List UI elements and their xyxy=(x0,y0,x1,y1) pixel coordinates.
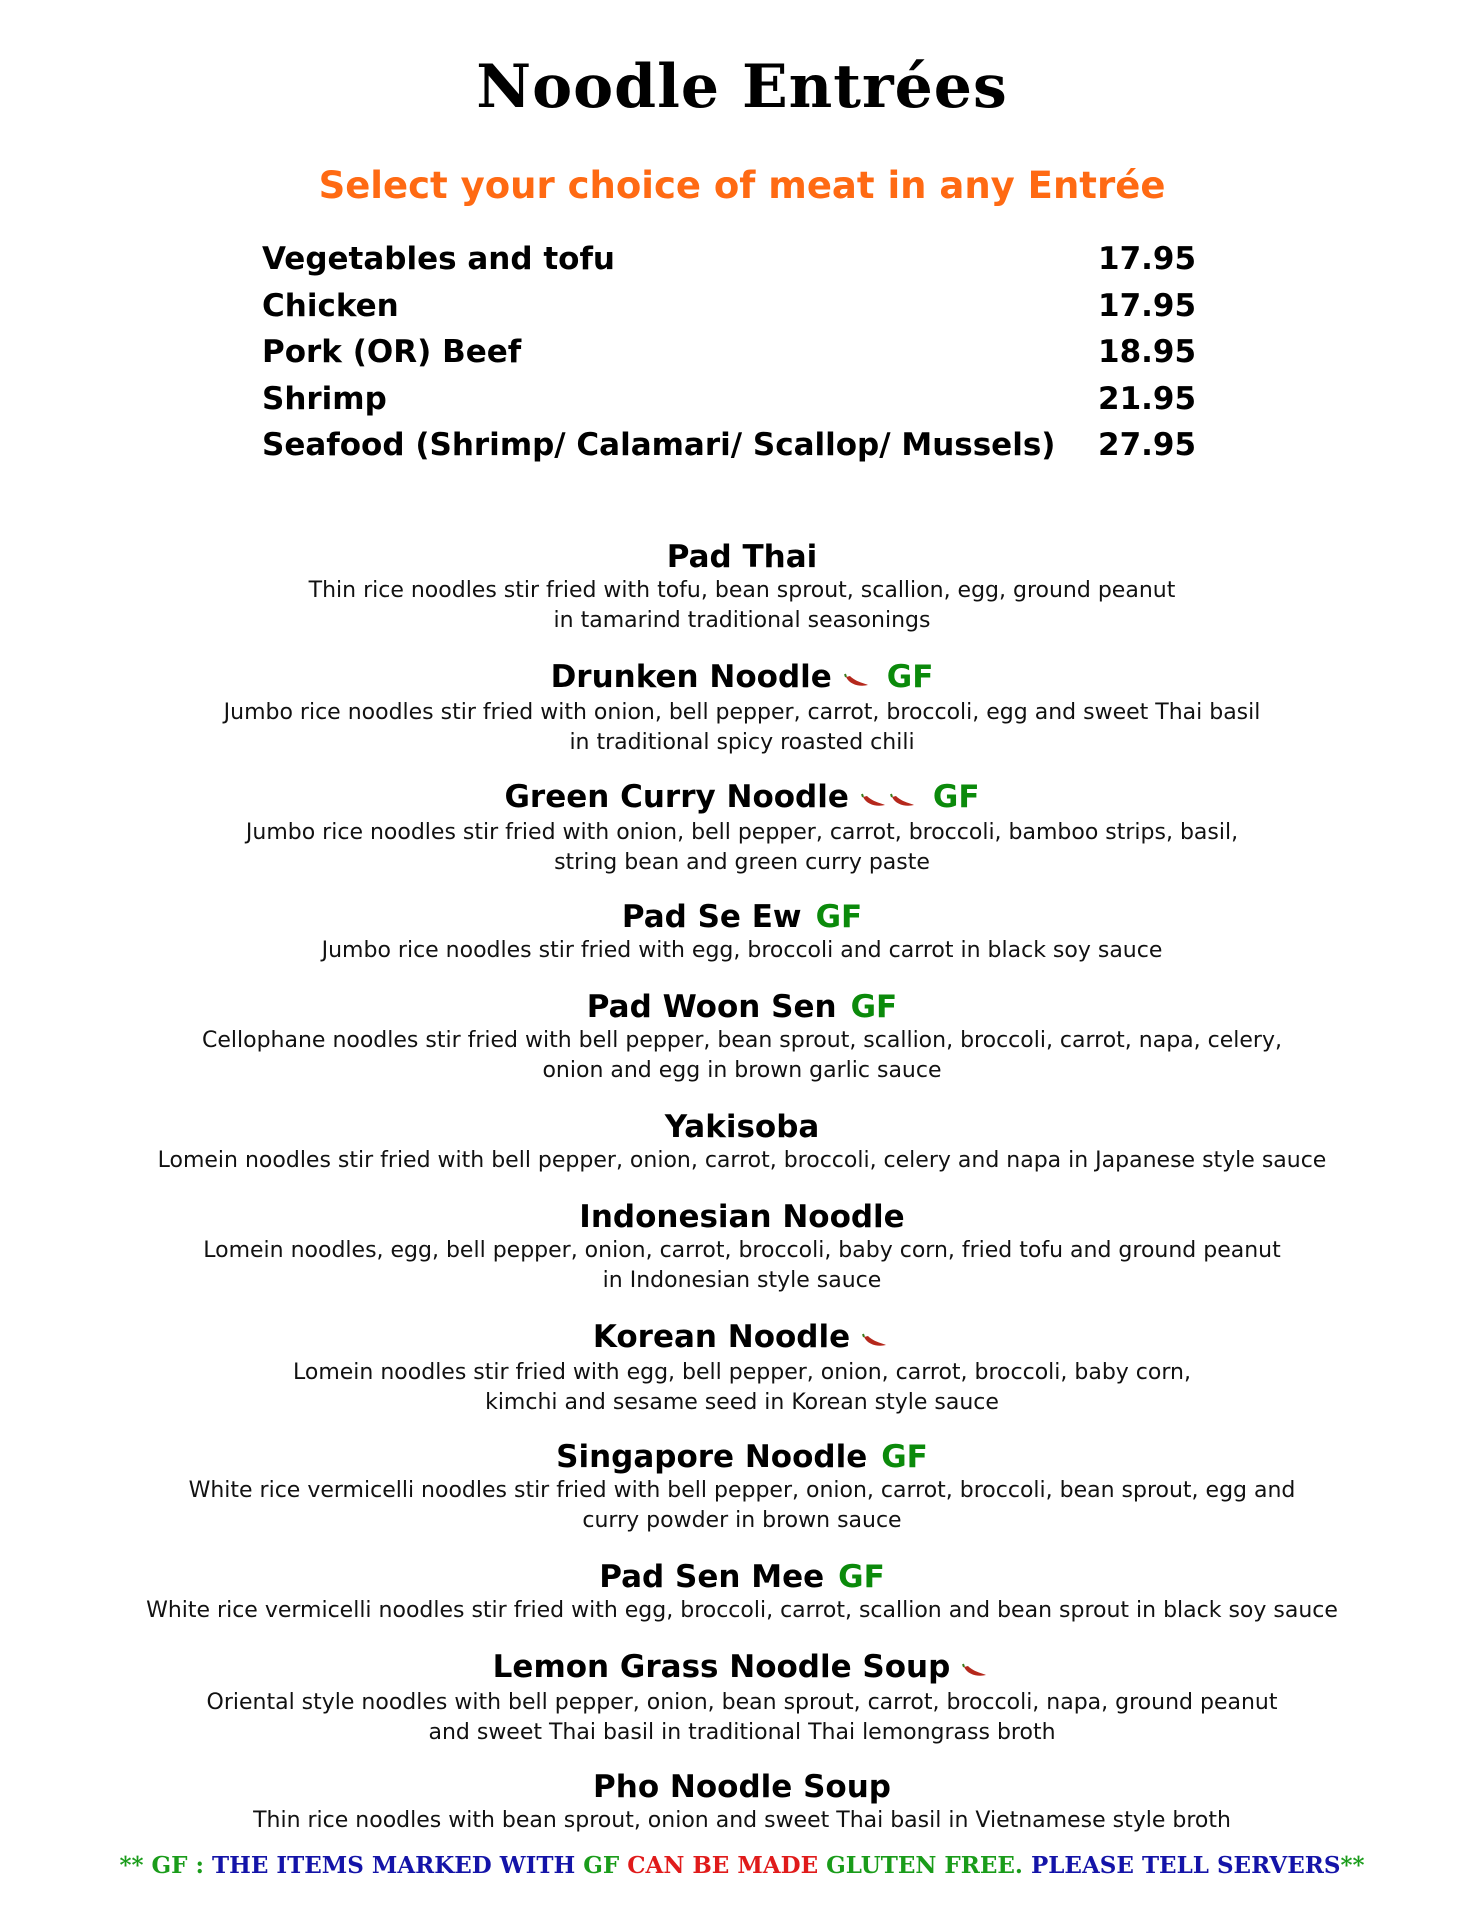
footer-part: THE ITEMS MARKED WITH xyxy=(212,1852,584,1879)
dish-description xyxy=(0,1596,1484,1626)
description-line: curry powder in brown sauce xyxy=(582,1508,902,1533)
page-title: Noodle Entrées xyxy=(476,52,1008,122)
description-line: Jumbo rice noodles stir fried with egg, broccoli and carrot in black soy sauce xyxy=(321,938,1163,963)
description-line: in tamarind traditional seasonings xyxy=(553,608,931,633)
footer-part: PLEASE TELL SERVERS xyxy=(1030,1852,1341,1879)
dish-description xyxy=(0,1358,1484,1418)
dish-description xyxy=(0,1146,1484,1176)
gf-badge: GF xyxy=(886,659,934,695)
description-line: in Indonesian style sauce xyxy=(602,1268,882,1293)
dish-name: Pad Se Ew xyxy=(621,899,802,935)
dish-description xyxy=(0,1806,1484,1836)
gf-badge: GF xyxy=(850,989,898,1025)
description-line: Jumbo rice noodles stir fried with onion, bell pepper, carrot, broccoli, egg and sweet Thai basil xyxy=(223,699,1261,725)
dish-item xyxy=(0,1770,1484,1836)
dish-name: Green Curry Noodle xyxy=(504,779,849,815)
dish-item xyxy=(0,1320,1484,1418)
dish-name: Pho Noodle Soup xyxy=(593,1769,891,1805)
dish-heading xyxy=(0,780,1484,816)
dish-item xyxy=(0,540,1484,636)
dish-description xyxy=(0,1026,1484,1086)
gf-badge: GF xyxy=(932,779,980,815)
dish-item xyxy=(0,1200,1484,1296)
dish-name: Lemon Grass Noodle Soup xyxy=(492,1649,951,1685)
dish-item xyxy=(0,780,1484,878)
gf-badge: GF xyxy=(815,899,863,935)
description-line: Lomein noodles stir fried with egg, bell pepper, onion, carrot, broccoli, baby corn, xyxy=(293,1359,1191,1385)
dish-item xyxy=(0,1560,1484,1626)
meat-option-label: Chicken xyxy=(262,287,399,324)
dish-description xyxy=(0,1476,1484,1536)
description-line: White rice vermicelli noodles stir fried with egg, broccoli, carrot, scallion and bean sprout in black soy sauce xyxy=(146,1598,1338,1623)
chili-pepper-icon xyxy=(861,793,887,809)
dish-heading xyxy=(0,660,1484,696)
dish-item xyxy=(0,1110,1484,1176)
dish-name: Singapore Noodle xyxy=(556,1439,868,1475)
meat-option-label: Shrimp xyxy=(262,380,387,417)
spicy-level xyxy=(844,662,873,696)
footer-part: ** xyxy=(1340,1852,1365,1879)
gf-badge: GF xyxy=(838,1559,885,1595)
meat-option-price: 17.95 xyxy=(1098,241,1197,277)
footer-part: GF xyxy=(583,1852,628,1879)
dish-description xyxy=(0,818,1484,878)
dish-name: Indonesian Noodle xyxy=(579,1199,905,1235)
meat-option-row xyxy=(262,334,1202,381)
dish-name: Yakisoba xyxy=(664,1109,820,1145)
meat-option-label: Pork (OR) Beef xyxy=(262,334,522,370)
description-line: onion and egg in brown garlic sauce xyxy=(542,1058,942,1083)
description-line: White rice vermicelli noodles stir fried with bell pepper, onion, carrot, broccoli, bean sprout, egg and xyxy=(188,1478,1296,1503)
footer-part: CAN BE MADE xyxy=(627,1852,827,1879)
description-line: Lomein noodles, egg, bell pepper, onion, carrot, broccoli, baby corn, fried tofu and ground peanut xyxy=(203,1238,1281,1263)
description-line: in traditional spicy roasted chili xyxy=(569,729,915,755)
spicy-level xyxy=(962,1652,991,1686)
description-line: Cellophane noodles stir fried with bell pepper, bean sprout, scallion, broccoli, carrot, napa, celery, xyxy=(202,1028,1282,1053)
meat-price-list xyxy=(262,241,1202,474)
dish-description xyxy=(0,1688,1484,1748)
dish-description xyxy=(0,1236,1484,1296)
description-line: Thin rice noodles with bean sprout, onion and sweet Thai basil in Vietnamese style broth xyxy=(253,1808,1231,1833)
dish-description xyxy=(0,698,1484,758)
footer-part: GLUTEN FREE. xyxy=(826,1852,1031,1879)
gluten-free-note xyxy=(0,1852,1484,1879)
meat-option-row xyxy=(262,288,1202,335)
dish-item xyxy=(0,900,1484,966)
meat-option-label: Seafood (Shrimp/ Calamari/ Scallop/ Mussels) xyxy=(262,427,1056,463)
dish-name: Pad Thai xyxy=(666,539,818,575)
description-line: Oriental style noodles with bell pepper, onion, bean sprout, carrot, broccoli, napa, ground peanut xyxy=(206,1689,1278,1715)
dish-heading xyxy=(0,1650,1484,1686)
dish-name: Pad Woon Sen xyxy=(586,989,837,1025)
page-subtitle: Select your choice of meat in any Entrée xyxy=(318,164,1166,207)
spicy-level xyxy=(862,1322,891,1356)
dish-name: Pad Sen Mee xyxy=(599,1559,825,1595)
chili-pepper-icon xyxy=(862,1333,888,1349)
dish-name: Korean Noodle xyxy=(592,1319,851,1355)
dish-heading xyxy=(0,1110,1484,1144)
dish-heading xyxy=(0,1200,1484,1234)
meat-option-price: 21.95 xyxy=(1098,380,1197,417)
meat-option-price: 27.95 xyxy=(1098,427,1197,463)
chili-pepper-icon xyxy=(890,793,916,809)
description-line: Thin rice noodles stir fried with tofu, bean sprout, scallion, egg, ground peanut xyxy=(308,578,1176,603)
dish-item xyxy=(0,990,1484,1086)
dish-item xyxy=(0,1650,1484,1748)
dish-heading xyxy=(0,1560,1484,1594)
dish-heading xyxy=(0,990,1484,1024)
dish-description xyxy=(0,576,1484,636)
meat-option-price: 17.95 xyxy=(1098,287,1197,324)
description-line: kimchi and sesame seed in Korean style sauce xyxy=(485,1389,999,1415)
dish-heading xyxy=(0,1770,1484,1804)
dish-heading xyxy=(0,540,1484,574)
meat-option-price: 18.95 xyxy=(1098,334,1197,370)
dish-description xyxy=(0,936,1484,966)
meat-option-row xyxy=(262,381,1202,428)
dish-heading xyxy=(0,900,1484,934)
dish-heading xyxy=(0,1320,1484,1356)
chili-pepper-icon xyxy=(844,673,870,689)
description-line: and sweet Thai basil in traditional Thai lemongrass broth xyxy=(428,1719,1056,1745)
description-line: Lomein noodles stir fried with bell pepper, onion, carrot, broccoli, celery and napa in Japanese style sauce xyxy=(157,1148,1327,1173)
gf-badge: GF xyxy=(881,1439,928,1475)
footer-part: ** GF : xyxy=(119,1852,212,1879)
meat-option-row xyxy=(262,427,1202,474)
chili-pepper-icon xyxy=(962,1663,988,1679)
meat-option-label: Vegetables and tofu xyxy=(262,241,616,277)
dish-heading xyxy=(0,1440,1484,1474)
dish-item xyxy=(0,1440,1484,1536)
meat-option-row xyxy=(262,241,1202,288)
dish-item xyxy=(0,660,1484,758)
dish-name: Drunken Noodle xyxy=(550,659,832,695)
description-line: Jumbo rice noodles stir fried with onion, bell pepper, carrot, broccoli, bamboo strips, basil, xyxy=(245,819,1239,845)
description-line: string bean and green curry paste xyxy=(554,849,930,875)
spicy-level xyxy=(861,782,919,816)
